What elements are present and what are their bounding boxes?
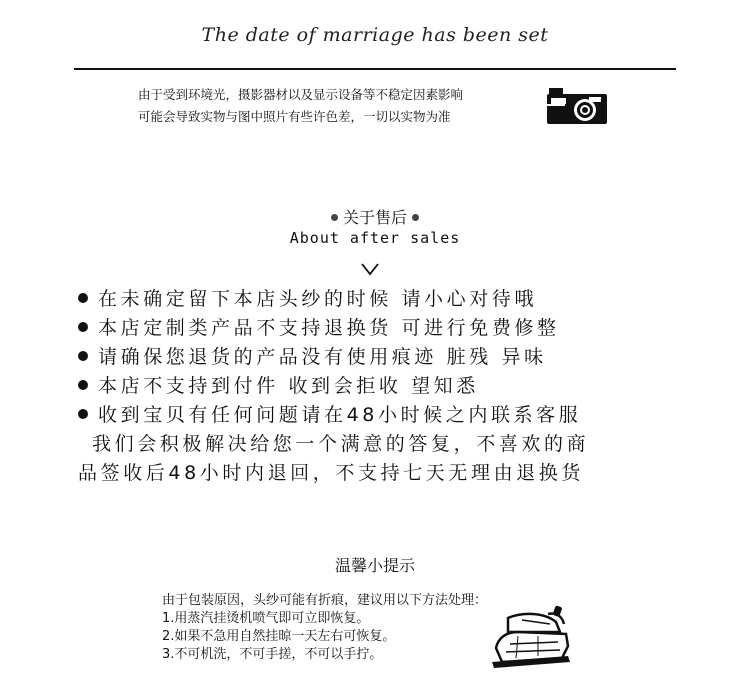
list-continuation-1: 我们会积极解决给您一个满意的答复，不喜欢的商: [92, 433, 590, 455]
bullet-icon: [78, 351, 88, 361]
list-item-text: 收到宝贝有任何问题请在48小时候之内联系客服: [98, 404, 582, 426]
list-item: [78, 372, 589, 401]
dot-left-icon: [331, 214, 338, 221]
tips-step: 2.如果不急用自然挂晾一天左右可恢复。: [162, 629, 396, 644]
list-item-text: 在未确定留下本店头纱的时候 请小心对待哦: [98, 288, 538, 310]
dot-right-icon: [412, 214, 419, 221]
tips-step: 1.用蒸汽挂烫机喷气即可立即恢复。: [162, 611, 370, 626]
bullet-icon: [78, 322, 88, 332]
list-item-text: 本店不支持到付件 收到会拒收 望知悉: [98, 375, 479, 397]
after-sales-heading: [0, 205, 750, 228]
steam-iron-icon: [488, 600, 574, 674]
list-continuation-2: 品签收后48小时内退回，不支持七天无理由退换货: [78, 462, 584, 484]
list-item: [78, 314, 589, 343]
chevron-down-icon: [360, 262, 380, 276]
list-item: [78, 285, 589, 314]
notice-line-2: 可能会导致实物与图中照片有些许色差，一切以实物为准: [138, 109, 451, 124]
camera-icon: [545, 84, 609, 126]
list-item-text: 请确保您退货的产品没有使用痕迹 脏残 异味: [98, 346, 547, 368]
tips-intro: 由于包装原因，头纱可能有折痕，建议用以下方法处理：: [162, 593, 488, 608]
list-item: [78, 401, 589, 430]
after-sales-heading-en: About after sales: [289, 229, 461, 247]
tips-heading: 温馨小提示: [334, 556, 415, 575]
page-title: The date of marriage has been set: [201, 24, 549, 46]
notice-line-1: 由于受到环境光，摄影器材以及显示设备等不稳定因素影响: [138, 87, 464, 102]
list-item: [78, 343, 589, 372]
list-item-text: 本店定制类产品不支持退换货 可进行免费修整: [98, 317, 560, 339]
bullet-icon: [78, 409, 88, 419]
after-sales-list: [78, 285, 589, 488]
bullet-icon: [78, 293, 88, 303]
tips-step: 3.不可机洗，不可手搓，不可以手拧。: [162, 647, 383, 662]
bullet-icon: [78, 380, 88, 390]
color-notice: [138, 84, 463, 128]
title-divider: [74, 68, 676, 70]
tips-body: [162, 592, 487, 664]
after-sales-heading-cn: 关于售后: [342, 208, 407, 227]
